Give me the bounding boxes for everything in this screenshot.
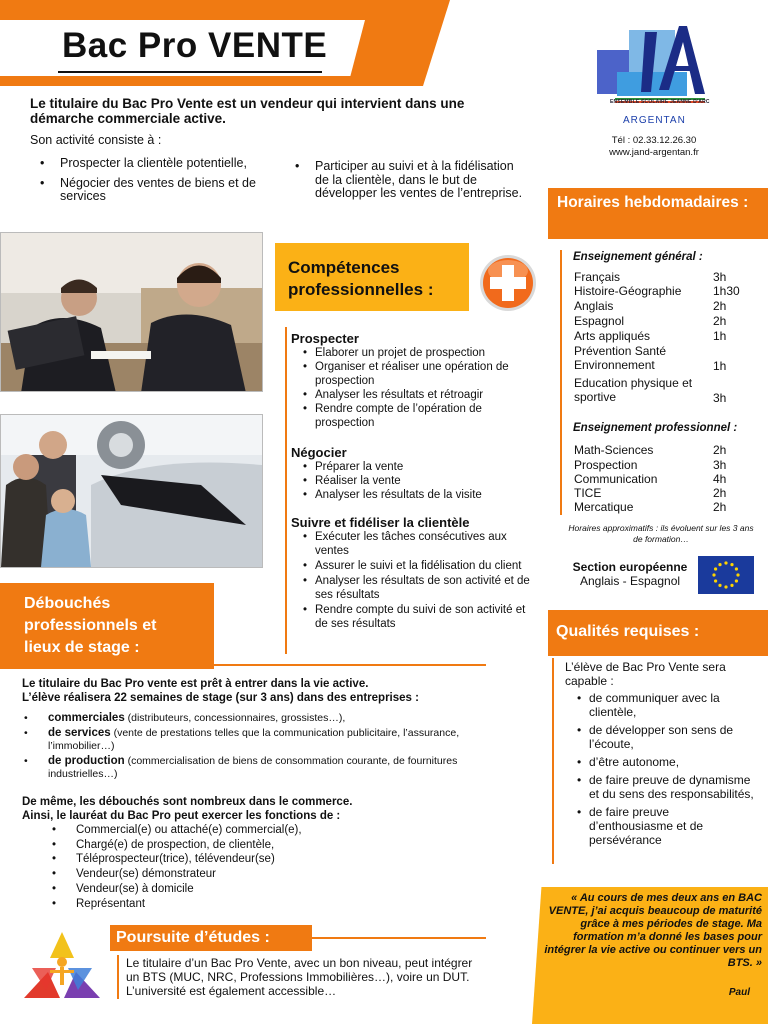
photo-car-sale-image (1, 415, 262, 567)
subject-name: Français (574, 270, 621, 284)
stage-type-name: commerciales (48, 712, 125, 724)
list-item (22, 712, 522, 725)
subject-name: TICE (574, 486, 602, 500)
subject-name: Anglais (574, 299, 614, 313)
competence-items (301, 346, 532, 430)
photo-office-meeting-image (1, 233, 262, 391)
section-divider (214, 664, 486, 666)
list-item: • de développer son sens de l’écoute, (575, 723, 755, 751)
subject-name: Arts appliqués (574, 329, 651, 343)
testimony-quote: « Au cours de mes deux ans en BAC VENTE, j’ai acquis beaucoup de maturité grâce à mes périodes de stage. Ma formation m’a donné les bases pour intégrer la vie active ou continuer vers un BTS. » (544, 892, 762, 969)
stage-type-detail: (commercialisation de biens de consommation courante, de fournitures industrielles…) (48, 755, 458, 780)
competences-title: Compétences professionnelles : (288, 258, 434, 299)
subject-hours: 1h30 (713, 284, 740, 298)
stage-types (22, 712, 522, 781)
list-item: • Exécuter les tâches consécutives aux ventes (301, 530, 532, 558)
plus-icon (478, 253, 538, 313)
qualites-intro: L’élève de Bac Pro Vente sera capable : (565, 660, 726, 688)
subject-hours: 1h (713, 329, 727, 343)
debouches-title: Débouchés professionnels et lieux de stage : (24, 595, 157, 656)
subject-name: Communication (574, 472, 658, 486)
list-item: • de communiquer avec la clientèle, (575, 691, 755, 719)
subject-name: Prospection (574, 458, 638, 472)
school-phone: Tél : 02.33.12.26.30 (611, 135, 697, 146)
list-item: • Négocier des ventes de biens et de services (38, 177, 278, 204)
fonctions-list (50, 823, 450, 911)
page-title: Bac Pro VENTE (62, 26, 328, 65)
list-item: • Elaborer un projet de prospection (301, 346, 532, 360)
pro-label: Enseignement professionnel : (573, 422, 738, 434)
debouches-more-line1: De même, les débouchés sont nombreux dans le commerce. (22, 796, 353, 808)
qualites-title: Qualités requises : (556, 623, 700, 640)
subject-name: Prévention Santé Environnement (574, 344, 667, 372)
poursuite-title: Poursuite d’études : (116, 929, 270, 946)
competence-items (301, 530, 532, 631)
list-item: • Chargé(e) de prospection, de clientèle, (50, 838, 450, 853)
debouches-more-line2: Ainsi, le lauréat du Bac Pro peut exercer les fonctions de : (22, 810, 341, 822)
list-item: • de faire preuve d’enthousiasme et de persévérance (575, 805, 755, 847)
stage-type-detail: (distributeurs, concessionnaires, grossistes…), (124, 712, 346, 724)
photo-car-sale (0, 414, 263, 568)
stage-type-detail: (vente de prestations telles que la communication publicitaire, l’assurance, l’immobilier…) (48, 727, 460, 752)
list-item: • Préparer la vente (301, 460, 532, 474)
subject-hours: 2h (713, 500, 727, 514)
section-divider (312, 937, 486, 939)
subject-name: Mercatique (574, 500, 634, 514)
list-item: • Réaliser la vente (301, 474, 532, 488)
activities-right (293, 160, 529, 201)
competence-items (301, 460, 532, 502)
stage-type-name: de production (48, 755, 125, 767)
list-item: • Analyser les résultats et rétroagir (301, 388, 532, 402)
list-item: • Rendre compte de l’opération de prospection (301, 402, 532, 430)
section-euro-title: Section européenne (572, 560, 688, 574)
list-item: • Analyser les résultats de la visite (301, 488, 532, 502)
subject-hours: 2h (713, 314, 727, 328)
competence-heading: Négocier (291, 445, 347, 460)
subject-hours: 2h (713, 486, 727, 500)
subject-hours: 1h (713, 359, 727, 373)
compass-figure-icon (22, 928, 102, 1000)
school-website[interactable]: www.jand-argentan.fr (609, 147, 699, 158)
list-item: • d’être autonome, (575, 755, 755, 769)
debouches-intro-line2: L’élève réalisera 22 semaines de stage (sur 3 ans) dans des entreprises : (22, 692, 419, 704)
competences-list (285, 327, 532, 654)
list-item (22, 755, 522, 781)
list-item: • Commercial(e) ou attaché(e) commercial(e), (50, 823, 450, 838)
list-item (22, 727, 522, 753)
subject-name: Histoire-Géographie (574, 284, 682, 298)
list-item: • Assurer le suivi et la fidélisation du client (301, 559, 532, 573)
logo-caption: ENSEMBLE SCOLAIRE JEANNE D'ARC (610, 99, 710, 105)
subject-hours: 3h (713, 458, 727, 472)
list-item: • Vendeur(se) à domicile (50, 882, 450, 897)
list-item: • Téléprospecteur(trice), télévendeur(se) (50, 852, 450, 867)
testimony-author: Paul (728, 987, 750, 998)
subject-hours: 2h (713, 299, 727, 313)
subject-hours: 3h (713, 270, 727, 284)
general-label: Enseignement général : (573, 251, 703, 263)
poursuite-text: Le titulaire d’un Bac Pro Vente, avec un bon niveau, peut intégrer un BTS (MUC, NRC, Professions Immobilières…), voire un DUT. L’université est également accessible… (126, 956, 473, 998)
section-euro-languages: Anglais - Espagnol (579, 574, 681, 588)
qualites-content (565, 660, 765, 847)
list-item: • Vendeur(se) démonstrateur (50, 867, 450, 882)
subject-name: Education physique et sportive (574, 376, 693, 404)
debouches-intro-line1: Le titulaire du Bac Pro vente est prêt à entrer dans la vie active. (22, 678, 369, 690)
subject-name: Espagnol (574, 314, 625, 328)
activities-left (38, 157, 278, 204)
activity-label: Son activité consiste à : (30, 133, 162, 147)
subject-hours: 3h (713, 391, 727, 405)
list-item: • Prospecter la clientèle potentielle, (38, 157, 278, 171)
list-item: • Organiser et réaliser une opération de prospection (301, 360, 532, 388)
horaires-title: Horaires hebdomadaires : (557, 194, 749, 211)
list-item: • Rendre compte du suivi de son activité et de ses résultats (301, 603, 532, 631)
section-euro (560, 560, 700, 588)
debouches-more (22, 795, 522, 823)
school-contact (598, 135, 710, 159)
eu-flag-icon (698, 556, 754, 594)
competence-heading: Prospecter (291, 331, 359, 346)
poursuite-accent (117, 955, 119, 999)
list-item: • Représentant (50, 897, 450, 912)
list-item: • Analyser les résultats de son activité et de ses résultats (301, 574, 532, 602)
stage-type-name: de services (48, 727, 111, 739)
title-underline (58, 71, 322, 73)
debouches-intro (22, 677, 512, 705)
subject-hours: 4h (713, 472, 727, 486)
subject-name: Math-Sciences (574, 443, 654, 457)
competence-heading: Suivre et fidéliser la clientèle (291, 515, 470, 530)
list-item: • Participer au suivi et à la fidélisation de la clientèle, dans le but de développer les ventes de l’entreprise. (293, 160, 529, 201)
list-item: • de faire preuve de dynamisme et du sens des responsabilités, (575, 773, 755, 801)
intro-text: Le titulaire du Bac Pro Vente est un vendeur qui intervient dans une démarche commerciale active. (30, 96, 465, 126)
school-town: ARGENTAN (623, 115, 686, 126)
qualites-list (575, 691, 755, 847)
photo-office-meeting (0, 232, 263, 392)
horaires-note: Horaires approximatifs : ils évoluent sur les 3 ans de formation… (568, 523, 754, 544)
subject-hours: 2h (713, 443, 727, 457)
